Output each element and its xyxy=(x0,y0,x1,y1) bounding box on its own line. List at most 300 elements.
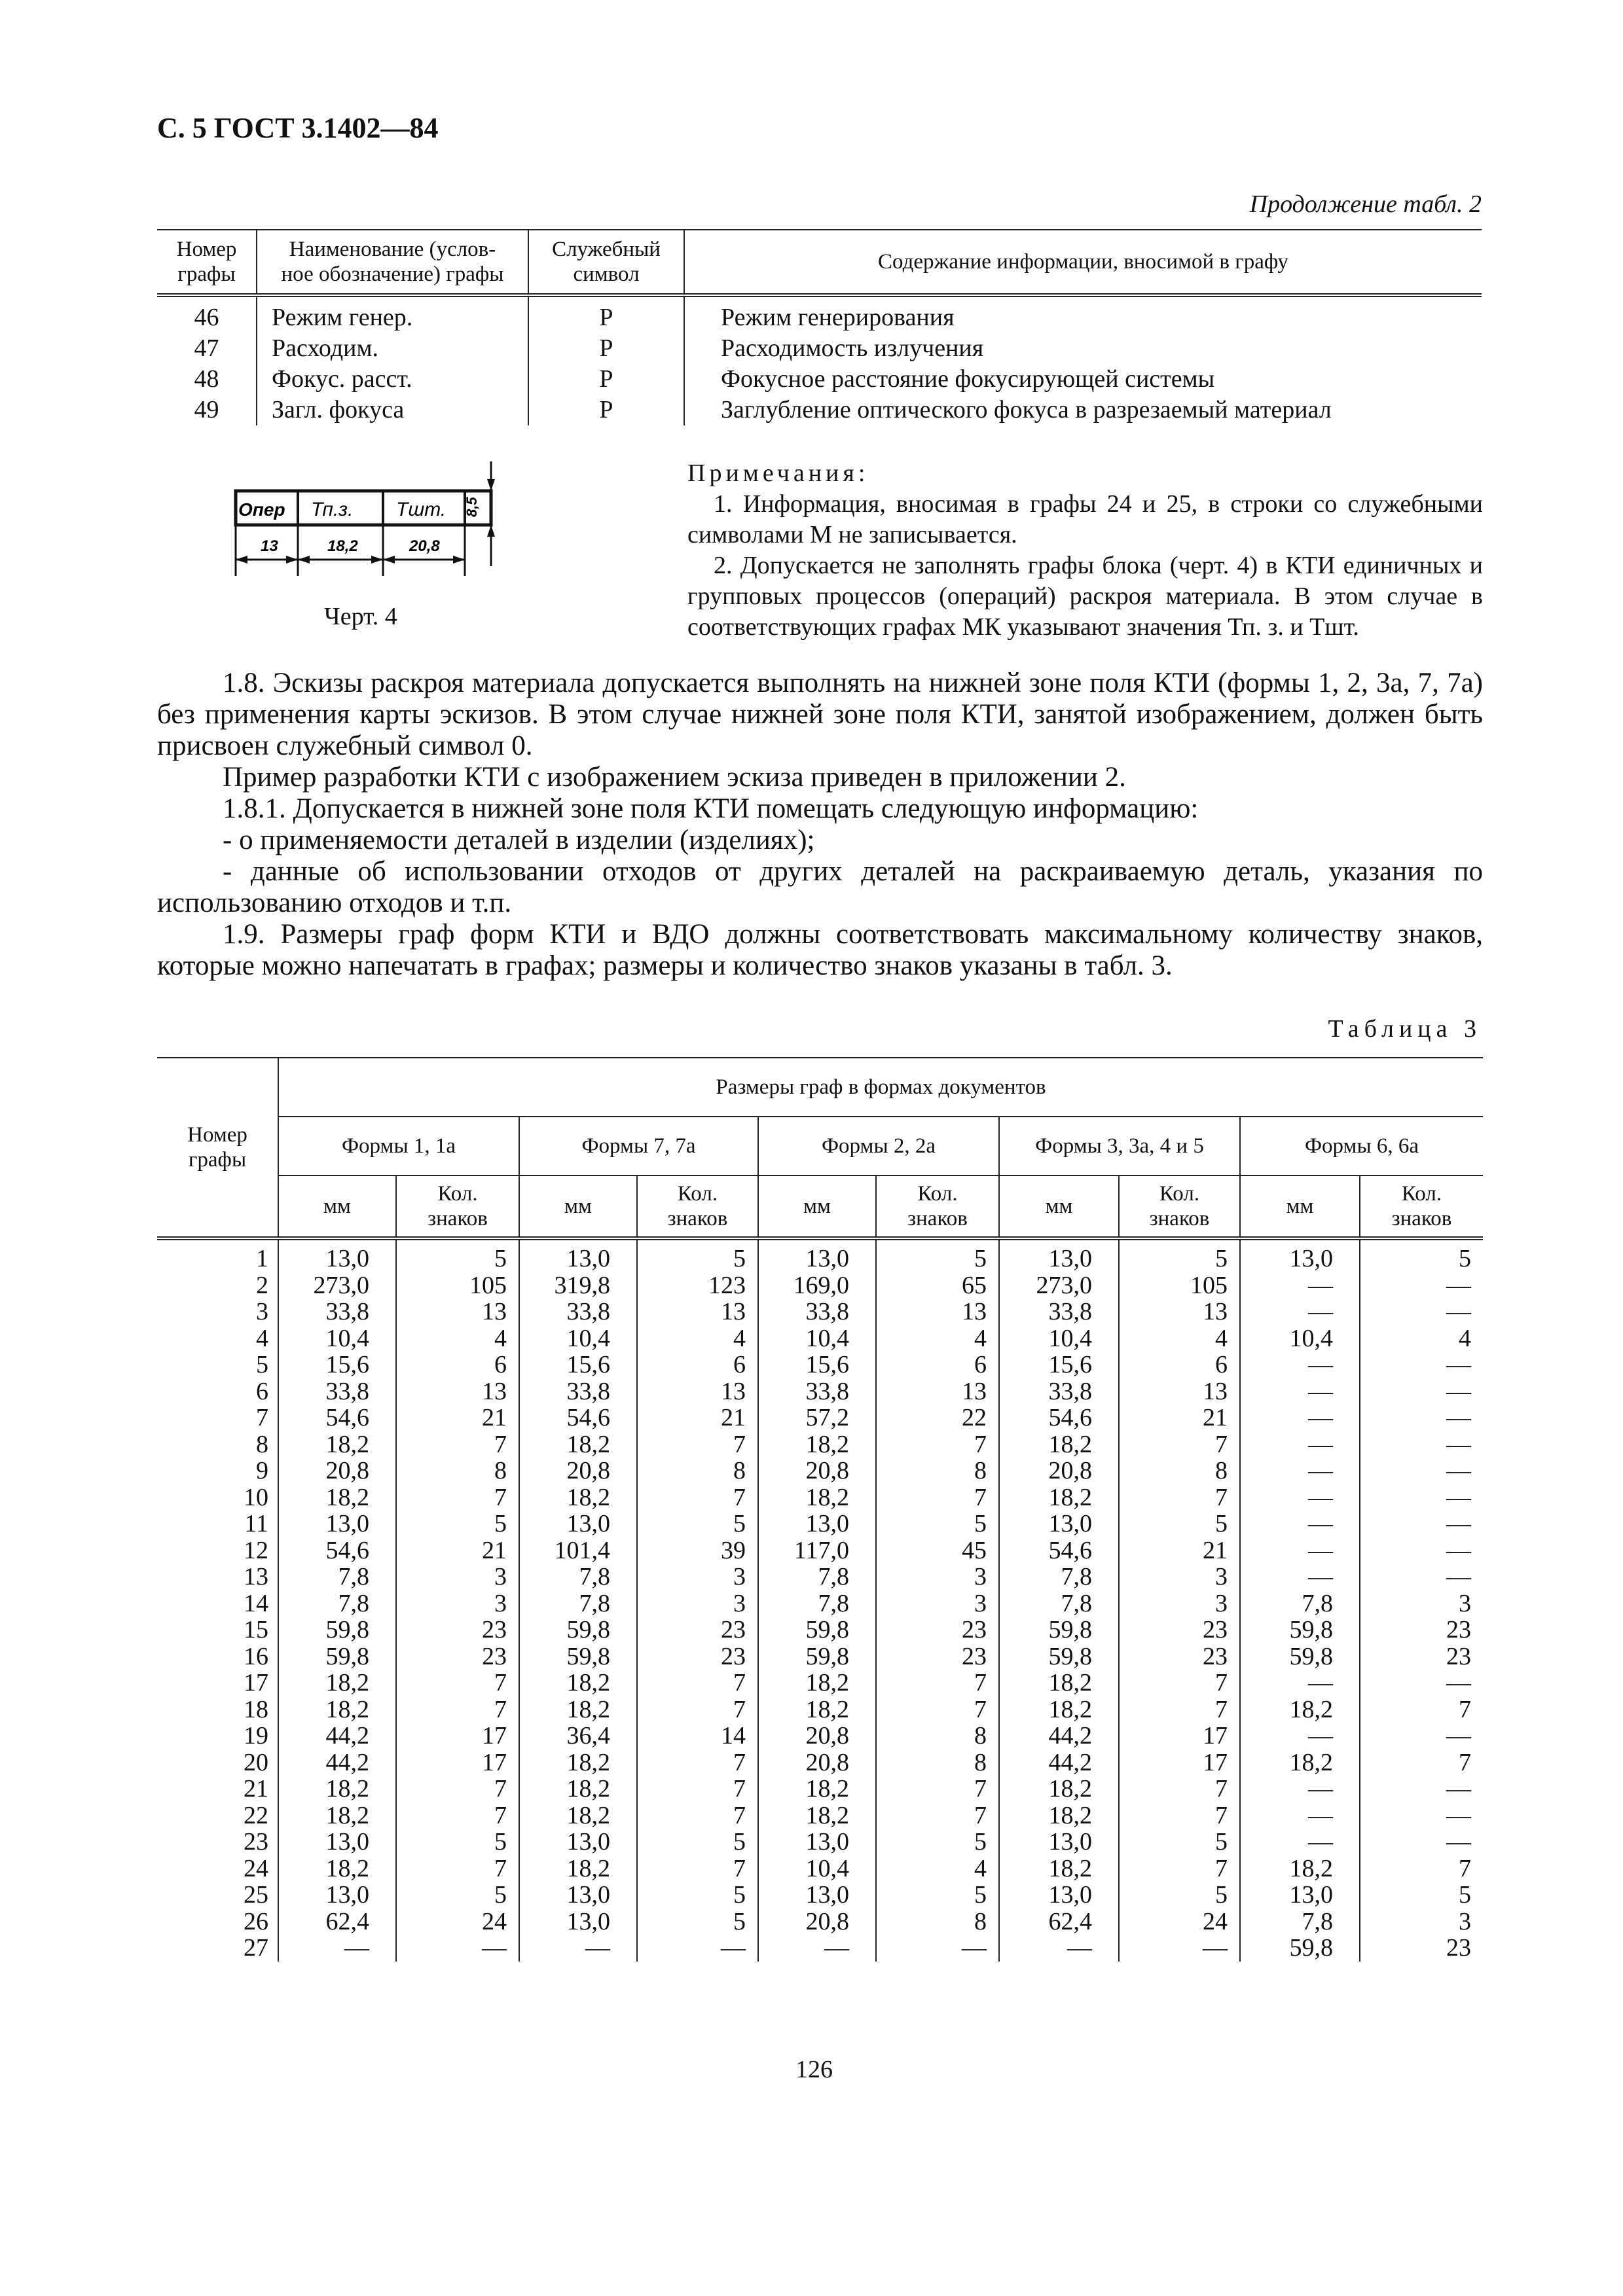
table-cell: 18,2 xyxy=(519,1670,637,1696)
table-row xyxy=(157,1378,1483,1405)
table-cell: 65 xyxy=(876,1272,999,1299)
table-cell: 7,8 xyxy=(519,1590,637,1617)
sketch-cell-tsht: Тшт. xyxy=(396,499,447,520)
table-cell: 23 xyxy=(1119,1617,1240,1643)
table-cell: 13,0 xyxy=(1240,1882,1360,1909)
table-cell: 22 xyxy=(876,1405,999,1431)
table-cell: 23 xyxy=(876,1643,999,1670)
table-cell: 18,2 xyxy=(758,1484,876,1511)
table-cell: 18,2 xyxy=(278,1484,396,1511)
table-cell: 17 xyxy=(396,1723,519,1749)
t3-subheader-row xyxy=(157,1175,1483,1238)
table-cell: 13,0 xyxy=(519,1829,637,1856)
row-number-cell: 12 xyxy=(244,1536,268,1564)
t3-form-header: Формы 3, 3а, 4 и 5 xyxy=(999,1117,1240,1175)
t3-subheader-mm: мм xyxy=(999,1175,1119,1238)
table-cell: Загл. фокуса xyxy=(257,395,528,425)
table-cell: 3 xyxy=(396,1564,519,1590)
header-line: символ xyxy=(573,262,640,286)
table-row xyxy=(157,1564,1483,1590)
table-cell: 13 xyxy=(637,1299,758,1325)
table-cell: 7 xyxy=(1119,1856,1240,1882)
table-cell: 33,8 xyxy=(519,1299,637,1325)
table-row xyxy=(157,1670,1483,1696)
table-cell: 7 xyxy=(876,1431,999,1458)
table-cell: — xyxy=(1360,1431,1483,1458)
table-row xyxy=(157,1882,1483,1909)
table-cell: — xyxy=(1360,1776,1483,1803)
row-number-cell: 25 xyxy=(244,1881,268,1909)
table-cell: 39 xyxy=(637,1537,758,1564)
table-cell: — xyxy=(1240,1803,1360,1829)
table-cell: 13,0 xyxy=(519,1909,637,1935)
sketch-dim-18-2: 18,2 xyxy=(327,537,358,555)
table-row xyxy=(157,1352,1483,1378)
table-cell: 20,8 xyxy=(758,1723,876,1749)
table-cell: — xyxy=(1360,1378,1483,1405)
table-cell: 10,4 xyxy=(278,1325,396,1352)
row-number-cell: 4 xyxy=(256,1324,268,1352)
table-2-continuation xyxy=(157,229,1482,425)
table-cell: 7,8 xyxy=(278,1564,396,1590)
table-cell: 7,8 xyxy=(519,1564,637,1590)
table-cell: — xyxy=(1240,1431,1360,1458)
table-cell: 18,2 xyxy=(758,1803,876,1829)
table-cell: 7,8 xyxy=(758,1590,876,1617)
table-cell: 10,4 xyxy=(999,1325,1119,1352)
table-cell: 15,6 xyxy=(999,1352,1119,1378)
table-cell: — xyxy=(1240,1272,1360,1299)
header-line: Наименование (услов- xyxy=(289,238,496,261)
table-cell: 59,8 xyxy=(1240,1935,1360,1962)
table-cell: 33,8 xyxy=(999,1299,1119,1325)
table-cell: — xyxy=(1240,1776,1360,1803)
table-cell: 13,0 xyxy=(278,1238,396,1272)
table-cell: 46 xyxy=(194,304,219,331)
sketch-dim-height: 8,5 xyxy=(464,497,480,517)
t3-form-header: Формы 7, 7а xyxy=(519,1117,758,1175)
table-cell: 47 xyxy=(194,334,219,362)
table-cell: Расходим. xyxy=(257,333,528,364)
table-cell: 59,8 xyxy=(278,1617,396,1643)
table-cell: 23 xyxy=(637,1643,758,1670)
row-number-cell: 17 xyxy=(244,1669,268,1696)
t3-subheader-count: Кол. знаков xyxy=(1360,1175,1483,1238)
table-cell: — xyxy=(1360,1829,1483,1856)
row-number-cell: 11 xyxy=(244,1510,268,1537)
table-cell: 273,0 xyxy=(999,1272,1119,1299)
table-row xyxy=(157,1590,1483,1617)
table-cell: 3 xyxy=(1360,1909,1483,1935)
table-cell: 18,2 xyxy=(758,1431,876,1458)
table-cell: 3 xyxy=(1119,1564,1240,1590)
table-cell: 13,0 xyxy=(519,1882,637,1909)
table-cell: 319,8 xyxy=(519,1272,637,1299)
table-cell: 7 xyxy=(637,1431,758,1458)
table-cell: 21 xyxy=(396,1537,519,1564)
table-cell: 5 xyxy=(637,1909,758,1935)
table-cell: 8 xyxy=(396,1458,519,1484)
table-cell: 5 xyxy=(396,1511,519,1537)
paragraph-1-8-1: 1.8.1. Допускается в нижней зоне поля КТИ помещать следующую информацию: xyxy=(223,793,1199,824)
table-cell: 5 xyxy=(637,1511,758,1537)
row-number-cell: 22 xyxy=(244,1801,268,1829)
table-cell: 10,4 xyxy=(1240,1325,1360,1352)
table-cell: 18,2 xyxy=(999,1670,1119,1696)
table-cell: 4 xyxy=(637,1325,758,1352)
table-cell: — xyxy=(1240,1511,1360,1537)
row-number-cell: 19 xyxy=(244,1722,268,1749)
t2-header-content xyxy=(684,230,1482,295)
row-number-cell: 3 xyxy=(256,1298,268,1325)
table-cell: 7 xyxy=(1119,1696,1240,1723)
table-cell: 44,2 xyxy=(999,1723,1119,1749)
table-cell: 20,8 xyxy=(278,1458,396,1484)
table-cell: 17 xyxy=(1119,1723,1240,1749)
table-cell: 13,0 xyxy=(519,1511,637,1537)
table-cell: 7 xyxy=(637,1776,758,1803)
table-cell: 20,8 xyxy=(758,1909,876,1935)
table-cell: 7 xyxy=(1119,1484,1240,1511)
table-cell: 4 xyxy=(1119,1325,1240,1352)
table-row xyxy=(157,1935,1483,1962)
table-cell: 5 xyxy=(876,1829,999,1856)
table-cell: 54,6 xyxy=(519,1405,637,1431)
t3-subheader-mm: мм xyxy=(758,1175,876,1238)
table-cell: 7 xyxy=(1119,1803,1240,1829)
bullet-item: - о применяемости деталей в изделии (изделиях); xyxy=(223,825,815,855)
table-cell: 5 xyxy=(396,1238,519,1272)
table-cell: Режим генерирования xyxy=(684,295,1482,333)
t3-subheader-count: Кол. знаков xyxy=(637,1175,758,1238)
table-row xyxy=(157,1909,1483,1935)
drawing-caption: Черт. 4 xyxy=(324,603,397,630)
table-cell: — xyxy=(1240,1484,1360,1511)
table-3 xyxy=(157,1057,1483,1962)
table-cell: 33,8 xyxy=(278,1378,396,1405)
table-cell: 18,2 xyxy=(999,1803,1119,1829)
table-cell: 18,2 xyxy=(278,1776,396,1803)
table-cell: 44,2 xyxy=(999,1749,1119,1776)
table-cell: 123 xyxy=(637,1272,758,1299)
table-cell: 7 xyxy=(876,1484,999,1511)
t3-form-header: Формы 2, 2а xyxy=(758,1117,999,1175)
table-row xyxy=(157,295,1482,333)
table-cell: Фокус. расст. xyxy=(257,364,528,395)
table-cell: 101,4 xyxy=(519,1537,637,1564)
notes-title: Примечания: xyxy=(687,459,869,487)
row-number-cell: 18 xyxy=(244,1695,268,1723)
table-cell: 5 xyxy=(876,1882,999,1909)
t3-body xyxy=(157,1238,1483,1962)
table-cell: — xyxy=(278,1935,396,1962)
table-cell: — xyxy=(1360,1564,1483,1590)
table-cell: 7 xyxy=(396,1803,519,1829)
table-cell: 33,8 xyxy=(999,1378,1119,1405)
table-cell: 7 xyxy=(637,1749,758,1776)
table-cell: 18,2 xyxy=(278,1670,396,1696)
table-cell: 7 xyxy=(396,1670,519,1696)
table-cell: 23 xyxy=(1360,1935,1483,1962)
table-cell: 13,0 xyxy=(999,1238,1119,1272)
table-cell: 59,8 xyxy=(758,1643,876,1670)
table-cell: 18,2 xyxy=(519,1803,637,1829)
table-cell: 169,0 xyxy=(758,1272,876,1299)
table-cell: — xyxy=(876,1935,999,1962)
table-cell: 18,2 xyxy=(999,1431,1119,1458)
t2-body xyxy=(157,295,1482,425)
table-cell: 7 xyxy=(876,1776,999,1803)
table-cell: 7 xyxy=(1360,1749,1483,1776)
t2-header-number xyxy=(157,230,257,295)
table-cell: 5 xyxy=(1360,1238,1483,1272)
table-cell: Р xyxy=(528,364,684,395)
table-cell: 7 xyxy=(1360,1696,1483,1723)
table-cell: 5 xyxy=(637,1882,758,1909)
table-cell: 62,4 xyxy=(999,1909,1119,1935)
table-cell: 20,8 xyxy=(999,1458,1119,1484)
table-cell: 13,0 xyxy=(1240,1238,1360,1272)
table-cell: 8 xyxy=(1119,1458,1240,1484)
table-row xyxy=(157,1696,1483,1723)
table-cell: 5 xyxy=(396,1829,519,1856)
table-cell: — xyxy=(637,1935,758,1962)
table-cell: 23 xyxy=(1119,1643,1240,1670)
table-cell: 8 xyxy=(637,1458,758,1484)
table-cell: 7 xyxy=(396,1696,519,1723)
row-number-cell: 23 xyxy=(244,1828,268,1856)
table-cell: 18,2 xyxy=(999,1776,1119,1803)
table-cell: — xyxy=(999,1935,1119,1962)
table-cell: 62,4 xyxy=(278,1909,396,1935)
table-cell: 3 xyxy=(637,1564,758,1590)
table-cell: 20,8 xyxy=(758,1749,876,1776)
table-cell: 23 xyxy=(396,1617,519,1643)
table-row xyxy=(157,1325,1483,1352)
table-cell: 18,2 xyxy=(519,1749,637,1776)
row-number-cell: 15 xyxy=(244,1616,268,1643)
t3-subheader-mm: мм xyxy=(519,1175,637,1238)
t3-subheader-count: Кол. знаков xyxy=(1119,1175,1240,1238)
table-cell: 5 xyxy=(396,1882,519,1909)
header-line: Номер xyxy=(176,238,237,261)
row-number-cell: 16 xyxy=(244,1642,268,1670)
table-row xyxy=(157,1829,1483,1856)
table-cell: 59,8 xyxy=(1240,1617,1360,1643)
table-cell: 59,8 xyxy=(519,1643,637,1670)
table-cell: — xyxy=(1360,1537,1483,1564)
table-cell: 5 xyxy=(1119,1511,1240,1537)
table-cell: 54,6 xyxy=(278,1537,396,1564)
table-cell: 59,8 xyxy=(278,1643,396,1670)
header-line: Содержание информации, вносимой в графу xyxy=(878,250,1288,274)
table-cell: 10,4 xyxy=(758,1856,876,1882)
table-3-caption: Таблица 3 xyxy=(1328,1015,1482,1043)
header-line: Служебный xyxy=(552,238,661,261)
table-cell: — xyxy=(1360,1352,1483,1378)
table-cell: — xyxy=(1240,1564,1360,1590)
row-number-cell: 9 xyxy=(256,1457,268,1484)
table-cell: 8 xyxy=(876,1749,999,1776)
table-cell: 7 xyxy=(637,1484,758,1511)
table-cell: 15,6 xyxy=(519,1352,637,1378)
table-row xyxy=(157,1617,1483,1643)
table-cell: 5 xyxy=(1119,1829,1240,1856)
table-cell: 7 xyxy=(1119,1431,1240,1458)
table-cell: 7 xyxy=(876,1803,999,1829)
table-cell: 59,8 xyxy=(999,1617,1119,1643)
table-cell: 23 xyxy=(396,1643,519,1670)
table-cell: 7,8 xyxy=(278,1590,396,1617)
table-cell: 273,0 xyxy=(278,1272,396,1299)
table-cell: 13 xyxy=(396,1299,519,1325)
table-cell: — xyxy=(1360,1723,1483,1749)
row-number-cell: 27 xyxy=(244,1934,268,1962)
table-cell: 13,0 xyxy=(278,1511,396,1537)
table-cell: 18,2 xyxy=(519,1856,637,1882)
table-cell: 13,0 xyxy=(758,1882,876,1909)
table-row xyxy=(157,364,1482,395)
table-cell: 59,8 xyxy=(999,1643,1119,1670)
table-cell: — xyxy=(1240,1829,1360,1856)
row-number-cell: 6 xyxy=(256,1377,268,1405)
table-cell: 23 xyxy=(876,1617,999,1643)
table-continuation-label: Продолжение табл. 2 xyxy=(1249,190,1482,218)
table-cell: 57,2 xyxy=(758,1405,876,1431)
bullet-item: - данные об использовании отходов от других деталей на раскраиваемую деталь, указания по использованию отходов и т.п. xyxy=(157,856,1483,918)
table-cell: 33,8 xyxy=(758,1299,876,1325)
paragraph-1-9: 1.9. Размеры граф форм КТИ и ВДО должны соответствовать максимальному количеству знаков, которые можно напечатать в графах; размеры и количество знаков указаны в табл. 3. xyxy=(157,919,1483,981)
table-cell: 7,8 xyxy=(999,1590,1119,1617)
table-cell: — xyxy=(1360,1484,1483,1511)
table-cell: — xyxy=(1240,1723,1360,1749)
table-cell: 5 xyxy=(1360,1882,1483,1909)
row-number-cell: 13 xyxy=(244,1563,268,1590)
table-cell: 44,2 xyxy=(278,1723,396,1749)
table-row xyxy=(157,1723,1483,1749)
table-cell: 18,2 xyxy=(278,1803,396,1829)
t3-header-number: Номер графы xyxy=(157,1058,278,1238)
table-cell: 23 xyxy=(1360,1617,1483,1643)
table-cell: Фокусное расстояние фокусирующей системы xyxy=(684,364,1482,395)
table-cell: 48 xyxy=(194,365,219,393)
table-cell: — xyxy=(1360,1670,1483,1696)
table-cell: 7,8 xyxy=(1240,1590,1360,1617)
t2-header-symbol xyxy=(528,230,684,295)
table-cell: — xyxy=(1240,1299,1360,1325)
table-cell: 23 xyxy=(1360,1643,1483,1670)
row-number-cell: 10 xyxy=(244,1483,268,1511)
drawing-4-sketch xyxy=(223,452,530,602)
table-cell: Р xyxy=(528,333,684,364)
table-cell: — xyxy=(1360,1803,1483,1829)
table-cell: 18,2 xyxy=(758,1696,876,1723)
table-cell: — xyxy=(1240,1537,1360,1564)
t3-form-header: Формы 1, 1а xyxy=(278,1117,519,1175)
table-cell: 3 xyxy=(876,1590,999,1617)
t3-group-header: Размеры граф в формах документов xyxy=(278,1058,1483,1117)
row-number-cell: 7 xyxy=(256,1404,268,1431)
table-cell: 6 xyxy=(637,1352,758,1378)
t3-form-header: Формы 6, 6а xyxy=(1240,1117,1483,1175)
table-cell: 24 xyxy=(396,1909,519,1935)
table-cell: 13 xyxy=(1119,1378,1240,1405)
table-row xyxy=(157,1431,1483,1458)
table-cell: 7,8 xyxy=(999,1564,1119,1590)
table-cell: 4 xyxy=(1360,1325,1483,1352)
table-cell: Режим генер. xyxy=(257,295,528,333)
table-cell: 18,2 xyxy=(1240,1696,1360,1723)
table-cell: 7 xyxy=(396,1431,519,1458)
table-cell: 7 xyxy=(876,1670,999,1696)
body-text xyxy=(157,668,1483,982)
sketch-dim-13: 13 xyxy=(261,537,278,555)
table-cell: 23 xyxy=(637,1617,758,1643)
table-cell: — xyxy=(1119,1935,1240,1962)
table-cell: 59,8 xyxy=(519,1617,637,1643)
table-cell: 13,0 xyxy=(999,1511,1119,1537)
table-cell: 20,8 xyxy=(519,1458,637,1484)
table-cell: 13 xyxy=(637,1378,758,1405)
table-cell: 5 xyxy=(1119,1882,1240,1909)
table-cell: 21 xyxy=(637,1405,758,1431)
table-cell: 4 xyxy=(396,1325,519,1352)
table-cell: — xyxy=(1240,1378,1360,1405)
table-cell: 7 xyxy=(637,1696,758,1723)
table-cell: 4 xyxy=(876,1325,999,1352)
table-cell: 13 xyxy=(876,1299,999,1325)
table-row xyxy=(157,1643,1483,1670)
row-number-cell: 5 xyxy=(256,1351,268,1378)
table-cell: 7 xyxy=(637,1803,758,1829)
table-cell: — xyxy=(1240,1405,1360,1431)
table-cell: Заглубление оптического фокуса в разрезаемый материал xyxy=(684,395,1482,425)
table-cell: 18,2 xyxy=(519,1776,637,1803)
table-cell: 13 xyxy=(876,1378,999,1405)
table-cell: 18,2 xyxy=(519,1696,637,1723)
page-header: С. 5 ГОСТ 3.1402—84 xyxy=(157,112,439,144)
paragraph-example: Пример разработки КТИ с изображением эскиза приведен в приложении 2. xyxy=(223,762,1126,793)
table-cell: 8 xyxy=(876,1909,999,1935)
table-cell: 49 xyxy=(194,396,219,423)
table-cell: — xyxy=(1360,1458,1483,1484)
table-cell: 5 xyxy=(1119,1238,1240,1272)
table-cell: 17 xyxy=(396,1749,519,1776)
table-row xyxy=(157,1484,1483,1511)
table-cell: 4 xyxy=(876,1856,999,1882)
table-cell: 10,4 xyxy=(758,1325,876,1352)
table-cell: 7 xyxy=(396,1856,519,1882)
table-cell: — xyxy=(396,1935,519,1962)
table-cell: 13,0 xyxy=(758,1829,876,1856)
table-cell: 59,8 xyxy=(758,1617,876,1643)
table-cell: 18,2 xyxy=(278,1431,396,1458)
table-cell: Р xyxy=(528,295,684,333)
table-cell: 13 xyxy=(1119,1299,1240,1325)
row-number-cell: 21 xyxy=(244,1775,268,1803)
t2-header-name xyxy=(257,230,528,295)
table-cell: 54,6 xyxy=(999,1537,1119,1564)
table-row xyxy=(157,1272,1483,1299)
table-cell: 7 xyxy=(1119,1670,1240,1696)
table-cell: 18,2 xyxy=(758,1670,876,1696)
table-row xyxy=(157,1749,1483,1776)
table-cell: 10,4 xyxy=(519,1325,637,1352)
t3-subheader-count: Кол. знаков xyxy=(876,1175,999,1238)
table-cell: 13,0 xyxy=(519,1238,637,1272)
table-cell: 13,0 xyxy=(278,1882,396,1909)
table-cell: 33,8 xyxy=(519,1378,637,1405)
